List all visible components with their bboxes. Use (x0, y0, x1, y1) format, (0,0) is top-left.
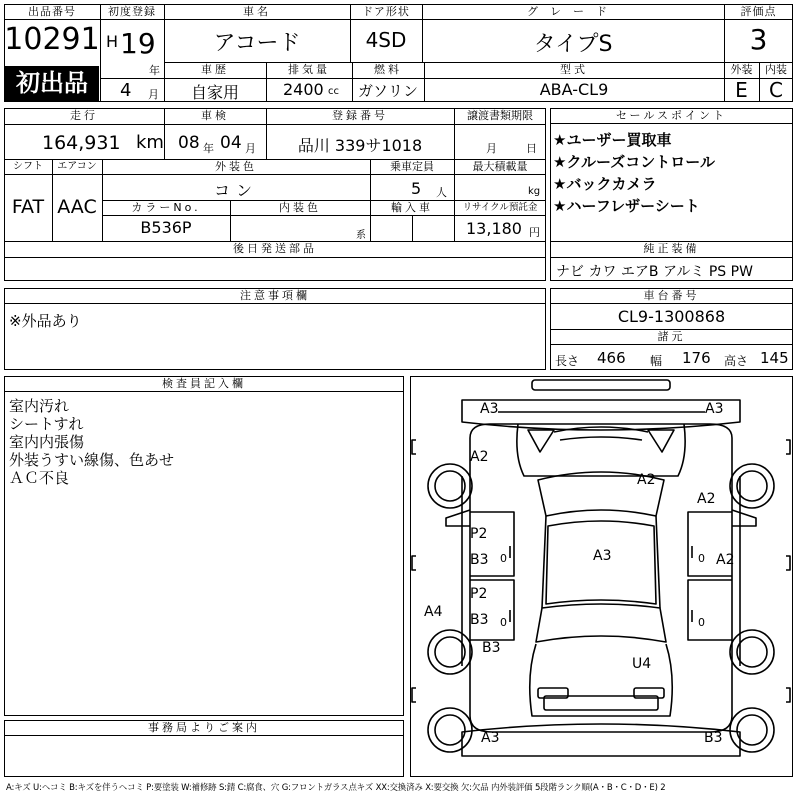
mark-front-right-corner: A3 (705, 401, 724, 417)
history-value: 自家用 (190, 83, 239, 102)
sales-point-4: ★ハーフレザーシート (553, 197, 700, 215)
int-grade: C (769, 78, 783, 102)
width-label: 幅 (650, 354, 663, 368)
inspection-month: 04 (220, 133, 242, 153)
office-label: 事務局よりご案内 (4, 720, 404, 736)
sales-point-2: ★クルーズコントロール (553, 153, 715, 171)
shift-value: FAT (11, 196, 45, 218)
color-no: B536P (140, 218, 192, 237)
registration-year: 19 (120, 27, 156, 60)
capacity-unit: 人 (436, 186, 447, 199)
chassis-label: 車台番号 (550, 288, 793, 304)
svg-text:0: 0 (500, 616, 507, 629)
door-label: ドア形状 (350, 4, 422, 20)
color-no-label: カラーNo. (131, 201, 201, 214)
history-label: 車歴 (201, 63, 229, 76)
registration-month: 4 (120, 80, 132, 101)
transfer-month-unit: 月 (486, 142, 497, 155)
mark-front-left-door-dent: B3 (470, 552, 489, 568)
interior-color-unit: 系 (356, 230, 366, 241)
capacity-value: 5 (411, 179, 422, 198)
sales-points-label: セールスポイント (550, 108, 793, 124)
mark-front-left-corner: A3 (480, 401, 499, 417)
shift-label: シフト (13, 161, 43, 172)
exterior-color: コン (213, 181, 258, 200)
mark-rear-left-door: P2 (470, 586, 488, 602)
grade-label: グレード (422, 4, 724, 20)
transfer-label: 譲渡書類期限 (467, 109, 533, 122)
registration-label: 初度登録 (100, 4, 164, 20)
mark-front-left-fender: A2 (470, 449, 489, 465)
inspector-line-1: 室内汚れ (9, 397, 70, 415)
first-listing-badge: 初出品 (5, 66, 99, 101)
equipment-value: ナビ カワ エアB アルミ PS PW (556, 264, 753, 280)
grade-value: タイプS (533, 32, 613, 57)
mileage-unit: km (136, 132, 164, 153)
recycle-label: リサイクル預託金 (462, 202, 538, 213)
later-parts-label: 後日発送部品 (233, 242, 317, 255)
length-label: 長さ (555, 354, 580, 368)
exterior-color-label: 外装色 (215, 160, 257, 173)
car-diagram (410, 376, 793, 777)
mark-rear-left-door-dent: B3 (470, 612, 489, 628)
notes-value: ※外品あり (9, 312, 82, 330)
recycle-unit: 円 (529, 226, 540, 239)
sales-point-3: ★バックカメラ (553, 175, 657, 193)
max-load-label: 最大積載量 (472, 160, 528, 173)
inspector-line-5: ＡＣ不良 (9, 469, 70, 487)
plate-label: 登録番号 (332, 109, 388, 122)
mark-rear-left-fender: B3 (482, 640, 501, 656)
inspector-line-2: シートすれ (9, 415, 84, 433)
model-code: ABA-CL9 (539, 80, 609, 99)
inspection-month-unit: 月 (245, 142, 256, 155)
mileage-label: 走行 (70, 109, 98, 122)
mark-trunk: U4 (632, 656, 652, 672)
height-label: 高さ (724, 354, 749, 368)
svg-text:0: 0 (500, 552, 507, 565)
ext-grade-label: 外装 (730, 63, 753, 76)
sales-point-1: ★ユーザー買取車 (553, 131, 672, 149)
interior-color-label: 内装色 (279, 201, 321, 214)
int-grade-label: 内装 (765, 63, 787, 76)
mark-rear-right-corner: B3 (704, 730, 723, 746)
ext-grade: E (735, 78, 748, 102)
inspector-label: 検査員記入欄 (4, 376, 404, 392)
mark-front-right-door: A2 (716, 552, 735, 568)
length-value: 466 (597, 349, 626, 367)
displacement-label: 排気量 (288, 63, 330, 76)
aircon-value: AAC (57, 196, 97, 218)
score-value: 3 (749, 23, 768, 56)
inspector-line-4: 外装うすい線傷、色あせ (9, 451, 175, 469)
displacement-value: 2400 (283, 80, 324, 99)
aircon-label: エアコン (57, 161, 97, 172)
model-code-label: 型式 (560, 63, 588, 76)
mark-hood: A2 (637, 472, 656, 488)
inspection-year-unit: 年 (203, 142, 214, 155)
fuel-value: ガソリン (357, 82, 418, 100)
transfer-day-unit: 日 (526, 142, 537, 155)
lot-label: 出品番号 (4, 4, 100, 20)
inspector-line-3: 室内内張傷 (9, 433, 85, 451)
notes-label: 注意事項欄 (4, 288, 546, 304)
capacity-label: 乗車定員 (390, 160, 434, 173)
height-value: 145 (760, 349, 789, 367)
chassis-number: CL9-1300868 (617, 307, 726, 326)
displacement-unit: cc (328, 86, 339, 97)
legend-text: A:キズ U:ヘコミ B:キズを伴うヘコミ P:要塗装 W:補修跡 S:錆 C:腐食、穴 G:フロントガラス点キズ XX:交換済み X:要交換 欠:欠品 内外装評価 5段階ランク順(A・B・C・D・E) 2 (6, 783, 666, 793)
mark-rear-left-corner: A3 (481, 730, 500, 746)
inspection-year: 08 (178, 133, 200, 153)
equipment-label: 純正装備 (643, 242, 700, 255)
inspection-label: 車検 (201, 109, 229, 122)
import-label: 輸入車 (391, 201, 433, 214)
mark-front-left-door: P2 (470, 526, 488, 542)
svg-text:0: 0 (698, 616, 705, 629)
mark-left-sill: A4 (424, 604, 443, 620)
mark-roof: A3 (593, 548, 612, 564)
width-value: 176 (682, 349, 711, 367)
lot-number: 10291 (4, 22, 100, 57)
registration-year-unit: 年 (149, 64, 160, 77)
score-label: 評価点 (724, 4, 793, 20)
max-load-unit: kg (528, 186, 541, 197)
door-type: 4SD (365, 28, 407, 52)
dimensions-label: 諸元 (550, 329, 793, 345)
car-name-label: 車名 (164, 4, 350, 20)
car-name: アコード (213, 31, 301, 56)
mileage-value: 164,931 (42, 132, 121, 154)
fuel-label: 燃料 (374, 63, 402, 76)
registration-month-unit: 月 (148, 88, 159, 101)
svg-text:0: 0 (698, 552, 705, 565)
recycle-value: 13,180 (466, 219, 522, 238)
plate-number: 品川 339サ1018 (297, 136, 423, 155)
registration-era: H (106, 32, 119, 51)
mark-front-right-fender: A2 (697, 491, 716, 507)
